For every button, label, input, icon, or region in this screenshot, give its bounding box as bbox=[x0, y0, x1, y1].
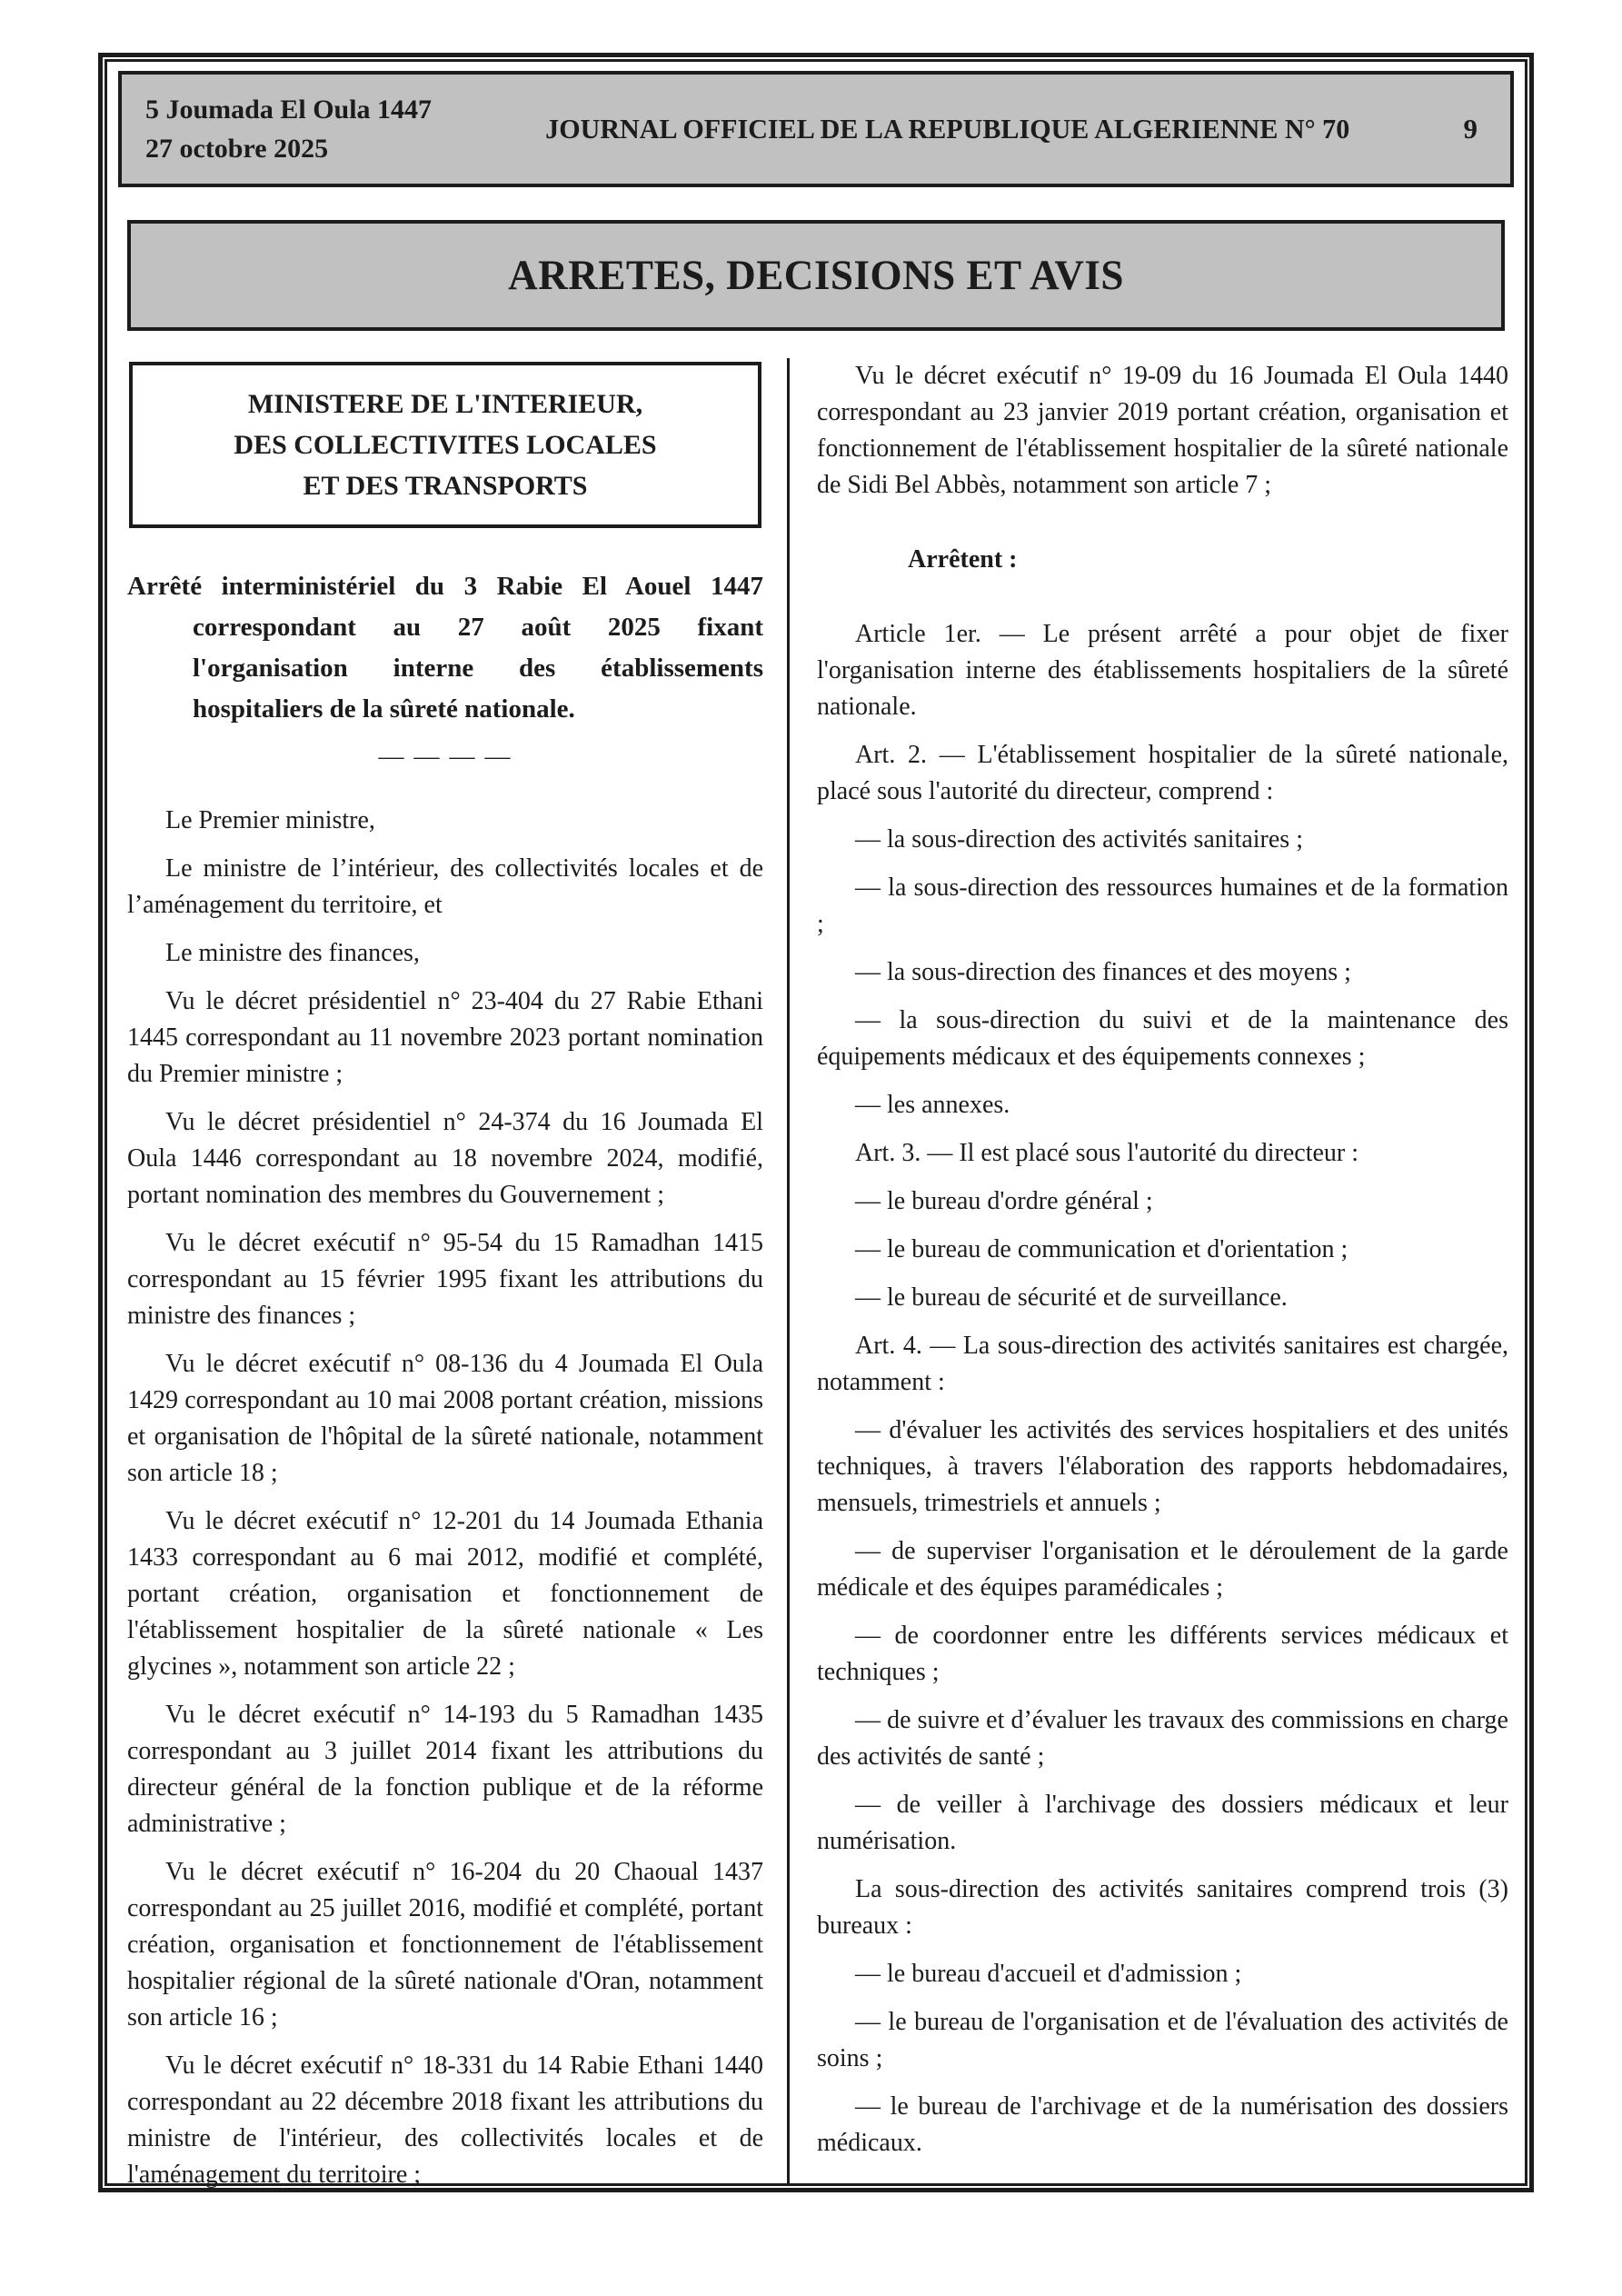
paragraph: — le bureau de communication et d'orientation ; bbox=[855, 1235, 1348, 1263]
paragraph: — le bureau d'ordre général ; bbox=[855, 1187, 1153, 1215]
paragraph: Le ministre des finances, bbox=[165, 939, 420, 967]
paragraph: — la sous-direction des finances et des moyens ; bbox=[855, 958, 1351, 986]
paragraph: Le Premier ministre, bbox=[165, 806, 375, 834]
paragraph: La sous-direction des activités sanitaires comprend trois (3) bureaux : bbox=[817, 1875, 1508, 1940]
paragraph: — d'évaluer les activités des services hospitaliers et des unités techniques, à travers l'élaboration des rapports hebdomadaires, mensuels, trimestriels et annuels ; bbox=[817, 1416, 1508, 1517]
paragraph: Vu le décret exécutif n° 18-331 du 14 Rabie Ethani 1440 correspondant au 22 décembre 2018 fixant les attributions du ministre de l'intérieur, des collectivités locales et de l'aménagement du territoire ; bbox=[127, 2051, 763, 2189]
section-banner bbox=[127, 220, 1505, 331]
ministry-line: DES COLLECTIVITES LOCALES bbox=[234, 430, 657, 460]
paragraph: Article 1er. — Le présent arrêté a pour objet de fixer l'organisation interne des établissements hospitaliers de la sûreté nationale. bbox=[817, 620, 1508, 721]
page-number: 9 bbox=[1463, 113, 1478, 145]
paragraph: — le bureau de l'organisation et de l'évaluation des activités de soins ; bbox=[817, 2008, 1508, 2072]
header-bar bbox=[118, 71, 1514, 187]
paragraph: Vu le décret exécutif n° 95-54 du 15 Ramadhan 1415 correspondant au 15 février 1995 fixant les attributions du ministre des finances ; bbox=[127, 1229, 763, 1330]
paragraph: — les annexes. bbox=[855, 1091, 1010, 1119]
gregorian-date: 27 octobre 2025 bbox=[145, 134, 329, 164]
two-column-body bbox=[107, 331, 1525, 2189]
paragraph: Vu le décret exécutif n° 08-136 du 4 Joumada El Oula 1429 correspondant au 10 mai 2008 portant création, missions et organisation de l'hôpital de la sûreté nationale, notamment son article 18 ; bbox=[127, 1350, 763, 1487]
paragraph: Vu le décret présidentiel n° 23-404 du 27 Rabie Ethani 1445 correspondant au 11 novembre 2023 portant nomination du Premier ministre ; bbox=[127, 987, 763, 1088]
paragraph: Arrêté interministériel du 3 Rabie El Aouel 1447 correspondant au 27 août 2025 fixant l'organisation interne des établissements hospitaliers de la sûreté nationale. bbox=[127, 572, 763, 724]
left-column-paragraphs bbox=[127, 566, 763, 2193]
paragraph: Arrêtent : bbox=[908, 545, 1018, 574]
paragraph: Le ministre de l’intérieur, des collectivités locales et de l’aménagement du territoire, et bbox=[127, 854, 763, 919]
paragraph: — le bureau d'accueil et d'admission ; bbox=[855, 1960, 1242, 1988]
paragraph: Vu le décret exécutif n° 12-201 du 14 Joumada Ethania 1433 correspondant au 6 mai 2012, modifié et complété, portant création, organisation et fonctionnement de l'établissement hospitalier de la sûreté nationale « Les glycines », notamment son article 22 ; bbox=[127, 1507, 763, 1681]
ministry-box bbox=[129, 362, 761, 528]
paragraph: — de coordonner entre les différents services médicaux et techniques ; bbox=[817, 1622, 1508, 1686]
separator-dashes: — — — — bbox=[378, 743, 512, 771]
paragraph: Vu le décret exécutif n° 16-204 du 20 Chaoual 1437 correspondant au 25 juillet 2016, modifié et complété, portant création, organisation et fonctionnement de l'établissement hospitalier régional de la sûreté nationale d'Oran, notamment son article 16 ; bbox=[127, 1858, 763, 2031]
paragraph: Vu le décret exécutif n° 14-193 du 5 Ramadhan 1435 correspondant au 3 juillet 2014 fixant les attributions du directeur général de la fonction publique et de la réforme administrative ; bbox=[127, 1701, 763, 1838]
paragraph: Vu le décret exécutif n° 19-09 du 16 Joumada El Oula 1440 correspondant au 23 janvier 2019 portant création, organisation et fonctionnement de l'établissement hospitalier de la sûreté nationale de Sidi Bel Abbès, notamment son article 7 ; bbox=[817, 362, 1508, 499]
header-dates bbox=[145, 90, 432, 168]
paragraph: — de veiller à l'archivage des dossiers médicaux et leur numérisation. bbox=[817, 1791, 1508, 1855]
paragraph: — le bureau de l'archivage et de la numérisation des dossiers médicaux. bbox=[817, 2092, 1508, 2157]
paragraph: Art. 2. — L'établissement hospitalier de la sûreté nationale, placé sous l'autorité du directeur, comprend : bbox=[817, 741, 1508, 805]
page-frame-outer bbox=[98, 53, 1534, 2192]
ministry-line: MINISTERE DE L'INTERIEUR, bbox=[247, 389, 643, 419]
paragraph: Art. 4. — La sous-direction des activités sanitaires est chargée, notamment : bbox=[817, 1332, 1508, 1396]
paragraph: — la sous-direction des activités sanitaires ; bbox=[855, 825, 1303, 854]
page-frame-inner bbox=[104, 59, 1527, 2189]
right-column bbox=[790, 358, 1516, 2183]
left-column bbox=[127, 358, 787, 2189]
journal-title: JOURNAL OFFICIEL DE LA REPUBLIQUE ALGERIENNE N° 70 bbox=[545, 113, 1350, 145]
paragraph: — de superviser l'organisation et le déroulement de la garde médicale et des équipes paramédicales ; bbox=[817, 1537, 1508, 1602]
paragraph: — de suivre et d’évaluer les travaux des commissions en charge des activités de santé ; bbox=[817, 1706, 1508, 1771]
paragraph: — la sous-direction du suivi et de la maintenance des équipements médicaux et des équipements connexes ; bbox=[817, 1006, 1508, 1071]
paragraph: Art. 3. — Il est placé sous l'autorité du directeur : bbox=[855, 1139, 1358, 1167]
paragraph: — le bureau de sécurité et de surveillance. bbox=[855, 1283, 1288, 1312]
paragraph: — la sous-direction des ressources humaines et de la formation ; bbox=[817, 873, 1508, 938]
hijri-date: 5 Joumada El Oula 1447 bbox=[145, 95, 433, 125]
section-banner-title: ARRETES, DECISIONS ET AVIS bbox=[508, 252, 1124, 299]
ministry-line: ET DES TRANSPORTS bbox=[303, 471, 588, 501]
paragraph: Vu le décret présidentiel n° 24-374 du 16 Joumada El Oula 1446 correspondant au 18 novembre 2024, modifié, portant nomination des membres du Gouvernement ; bbox=[127, 1108, 763, 1209]
